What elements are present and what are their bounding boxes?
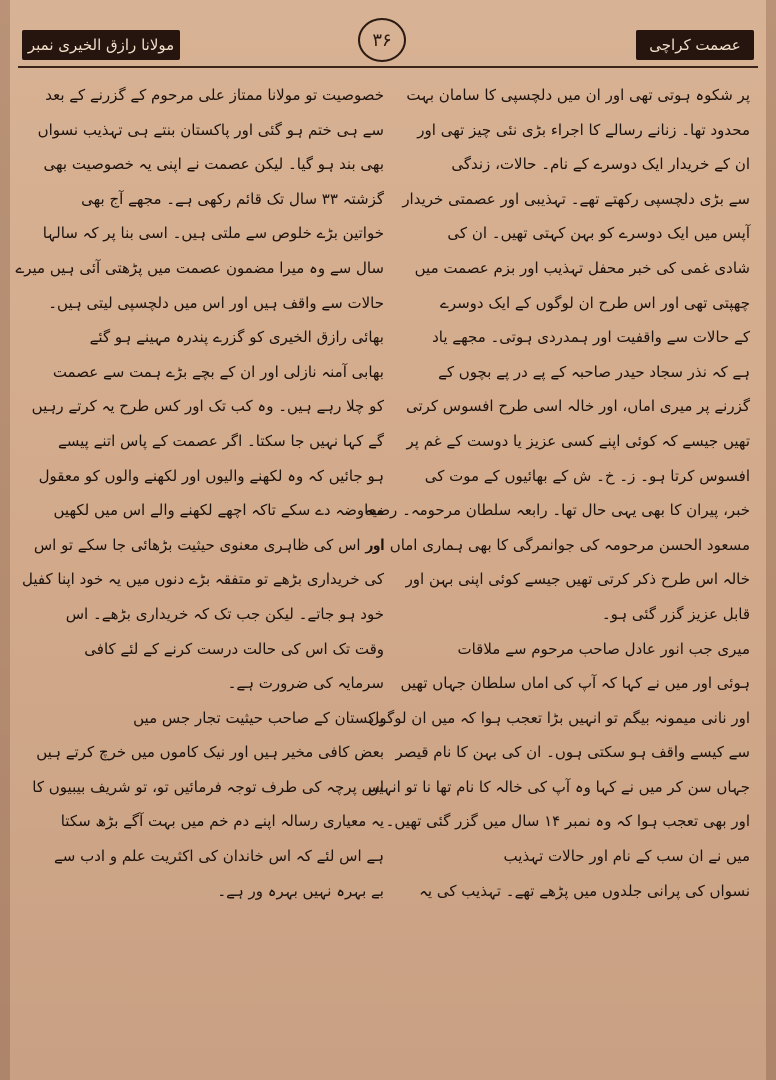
text-line: بعض کافی مخیر ہیں اور نیک کاموں میں خرچ کرتے ہیں (36, 743, 384, 762)
text-line: محدود تھا۔ زنانے رسالے کا اجراء بڑی نئی چیز تھی اور (417, 120, 750, 139)
text-column-right (364, 78, 750, 1068)
issue-title-label: مولانا رازق الخیری نمبر (22, 30, 180, 60)
text-line: ہو جائیں کہ وہ لکھنے والیوں اور لکھنے والوں کو معقول (38, 466, 384, 485)
text-line: سال سے وہ میرا مضمون عصمت میں پڑھتی آئی ہیں میرے (15, 258, 384, 277)
text-line: آپس میں ایک دوسرے کو بہن کہتی تھیں۔ ان کی (447, 224, 750, 243)
text-line: گزشتہ ۳۳ سال تک قائم رکھی ہے۔ مجھے آج بھی (81, 189, 384, 208)
text-line: اور نانی میمونہ بیگم تو انہیں بڑا تعجب ہوا کہ میں ان لوگوں (368, 708, 750, 727)
text-line: خود ہو جاتے۔ لیکن جب تک کہ خریداری بڑھے۔ اس (65, 604, 384, 623)
text-line: بے بہرہ نہیں بہرہ ور ہے۔ (217, 881, 384, 900)
text-line: چھپتی تھی اور اس طرح ان لوگوں کے ایک دوسرے (440, 293, 750, 312)
text-line: سے ہی ختم ہو گئی اور پاکستان بنتے ہی تہذیب نسواں (37, 120, 384, 139)
text-line: میں نے ان سب کے نام اور حالات تہذیب (503, 847, 750, 866)
text-line: ہے اس لئے کہ اس خاندان کی اکثریت علم و ادب سے (54, 847, 384, 866)
text-line: میری جب انور عادل صاحب مرحوم سے ملاقات (457, 639, 750, 658)
text-line: تھیں جیسے کہ کوئی اپنے کسی عزیز یا دوست کے غم پر (406, 431, 750, 450)
text-line: بھی بند ہو گیا۔ لیکن عصمت نے اپنی یہ خصوصیت بھی (43, 155, 384, 174)
text-line: کے حالات سے واقفیت اور ہمدردی ہوتی۔ مجھے یاد (432, 328, 750, 347)
header-divider (18, 66, 758, 68)
text-line: خبر، پیران کا بھی یہی حال تھا۔ رابعہ سلطان مرحومہ۔ رضیہ (364, 501, 750, 520)
text-line: گزرنے پر میری اماں، اور خالہ اسی طرح افسوس کرتی (405, 397, 750, 416)
text-column-left (15, 78, 384, 1068)
text-line: خصوصیت تو مولانا ممتاز علی مرحوم کے گزرنے کے بعد (45, 86, 384, 104)
text-line: اس پرچہ کی طرف توجہ فرمائیں تو، تو شریف بیبیوں کا (32, 777, 384, 796)
text-line: معاوضہ دے سکے تاکہ اچھے لکھنے والے اس میں لکھیں (53, 501, 384, 520)
text-line: افسوس کرتا ہو۔ ز۔ خ۔ ش کے بھائیوں کے موت کی (424, 466, 750, 485)
text-line: بھائی رازق الخیری کو گزرے پندرہ مہینے ہو گئے (89, 328, 384, 347)
text-line: اور بھی تعجب ہوا کہ وہ نمبر ۱۴ سال میں گزر گئی تھیں۔ (385, 812, 750, 831)
text-line: اور اس کی ظاہری معنوی حیثیت بڑھائی جا سکے تو اس (33, 535, 384, 554)
text-line: سے کیسے واقف ہو سکتی ہوں۔ ان کی بہن کا نام قیصر (395, 743, 750, 762)
text-line: خواتین بڑے خلوص سے ملتی ہیں۔ اسی بنا پر کہ سالہا (42, 224, 384, 243)
text-line: نسواں کی پرانی جلدوں میں پڑھے تھے۔ تہذیب کی یہ (419, 881, 750, 900)
text-line: سرمایہ کی ضرورت ہے۔ (227, 674, 384, 693)
text-line: وقت تک اس کی حالت درست کرنے کے لئے کافی (84, 639, 384, 658)
text-line: حالات سے واقف ہیں اور اس میں دلچسپی لیتی ہیں۔ (48, 293, 384, 312)
page-number: ۳۶ (358, 18, 406, 62)
text-line: پاکستان کے صاحب حیثیت تجار جس میں (133, 708, 384, 727)
page-edge-shadow (0, 0, 10, 1080)
text-line: کی خریداری بڑھے تو متفقہ بڑے دنوں میں یہ خود اپنا کفیل (22, 570, 384, 589)
text-line: گے کہا نہیں جا سکتا۔ اگر عصمت کے پاس اتنے پیسے (57, 431, 384, 450)
text-line: یہ معیاری رسالہ اپنے دم خم میں بہت آگے بڑھ سکتا (60, 812, 384, 831)
text-line: سے بڑی دلچسپی رکھتے تھے۔ تہذیبی اور عصمتی خریدار (402, 189, 750, 208)
text-line: کو چلا رہے ہیں۔ وہ کب تک اور کس طرح یہ کرتے رہیں (31, 397, 384, 416)
text-line: ہے کہ نذر سجاد حیدر صاحبہ کے پے در پے بچوں کے (438, 362, 750, 381)
text-line: شادی غمی کی خبر محفل تہذیب اور بزم عصمت میں (414, 258, 750, 277)
text-line: جہاں سن کر میں نے کہا وہ آپ کی خالہ کا نام تھا نا تو انہیں (367, 777, 750, 796)
text-line: خالہ اس طرح ذکر کرتی تھیں جیسے کوئی اپنی بہن اور (405, 570, 750, 589)
text-line: ان کے خریدار ایک دوسرے کے نام۔ حالات، زندگی (451, 155, 750, 174)
text-line: قابل عزیز گزر گئی ہو۔ (601, 604, 750, 623)
page-edge-shadow (766, 0, 776, 1080)
magazine-name-label: عصمت کراچی (636, 30, 754, 60)
text-line: پر شکوہ ہوتی تھی اور ان میں دلچسپی کا سامان بہت (406, 86, 750, 104)
text-line: بھابی آمنہ نازلی اور ان کے بچے بڑے ہمت سے عصمت (52, 362, 384, 381)
text-line: مسعود الحسن مرحومہ کی جوانمرگی کا بھی ہماری اماں اور (366, 535, 750, 554)
text-line: ہوئی اور میں نے کہا کہ آپ کی اماں سلطان جہاں تھیں (400, 674, 750, 693)
